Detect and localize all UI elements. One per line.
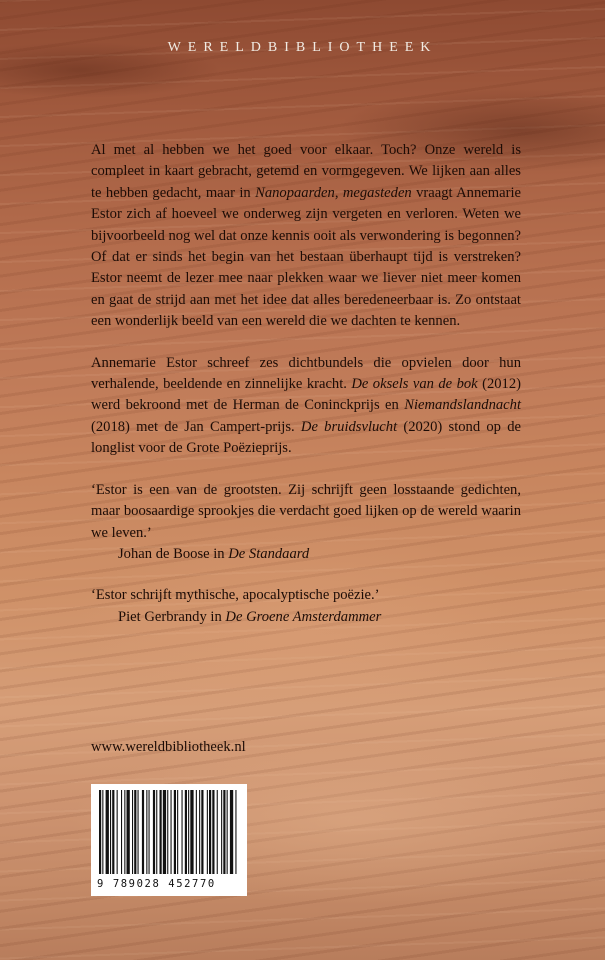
quote-text: ‘Estor is een van de grootsten. Zij schrijft geen losstaande gedichten, maar boosaardige sprookjes die verdacht goed lijken op de wereld waarin we leven.’: [91, 481, 521, 541]
barcode-bar: [185, 790, 187, 874]
quote-attribution: [91, 544, 521, 565]
blurb-text: vraagt Annemarie Estor zich af hoeveel we onderweg zijn vergeten en verloren. Weten we bijvoorbeeld nog wel dat onze kennis ooit als verwondering is begonnen? Of dat er sinds het begin van het bestaan überhaupt tijd is verstreken? Estor neemt de lezer mee naar plekken waar we liever niet meer komen en gaat de strijd aan met het idee dat alles beredeneerbaar is. Zo ontstaat een wonderlijk beeld van een wereld die we dachten te kennen.: [91, 184, 521, 330]
barcode-bar: [201, 790, 203, 874]
barcode-bar: [110, 790, 111, 874]
barcode-bar: [160, 790, 162, 874]
author-bio-paragraph: [91, 353, 521, 460]
publisher-header: WERELDBIBLIOTHEEK: [167, 40, 438, 55]
barcode-bar: [235, 790, 236, 874]
barcode-bar: [190, 790, 193, 874]
review-quote: [91, 585, 521, 628]
barcode-bar: [149, 790, 150, 874]
publisher-website[interactable]: www.wereldbibliotheek.nl: [91, 739, 246, 755]
bio-book-title: De bruidsvlucht: [300, 418, 398, 435]
barcode-bar: [212, 790, 214, 874]
barcode-bar: [209, 790, 211, 874]
barcode-bar: [138, 790, 139, 874]
barcode-bar: [171, 790, 172, 874]
barcode-bar: [99, 790, 101, 874]
barcode-image: [97, 790, 241, 876]
barcode-bar: [112, 790, 114, 874]
barcode-bar: [127, 790, 130, 874]
barcode-bar: [142, 790, 144, 874]
barcode-bar: [188, 790, 189, 874]
bio-text: (2012) werd bekroond met de Herman de Coninckprijs en: [91, 376, 521, 414]
barcode-bar: [163, 790, 166, 874]
barcode-bar: [167, 790, 168, 874]
back-cover-text: [91, 140, 521, 648]
isbn-barcode: [91, 784, 247, 896]
quote-author: Piet Gerbrandy in: [118, 608, 226, 625]
barcode-bar: [182, 790, 183, 874]
barcode-bar: [227, 790, 228, 874]
quote-source: De Standaard: [228, 545, 310, 562]
blurb-text: Al met al hebben we het goed voor elkaar. Toch? Onze wereld is compleet in kaart gebracht, getemd en vormgegeven. We lijken aan alles te hebben gedacht, maar in: [91, 142, 521, 201]
barcode-bar: [217, 790, 218, 874]
barcode-bar: [106, 790, 109, 874]
isbn-number: 9 789028 452770: [97, 878, 216, 890]
barcode-bar: [153, 790, 155, 874]
barcode-bar: [223, 790, 225, 874]
barcode-bar: [156, 790, 157, 874]
barcode-bar: [102, 790, 103, 874]
barcode-bar: [134, 790, 136, 874]
blurb-paragraph: [91, 140, 521, 333]
quote-attribution: [91, 607, 521, 628]
barcode-bar: [132, 790, 133, 874]
barcode-bar: [121, 790, 122, 874]
bio-text: (2018) met de Jan Campert-prijs.: [91, 418, 301, 435]
quote-text: ‘Estor schrijft mythische, apocalyptische poëzie.’: [91, 587, 380, 604]
quote-author: Johan de Boose in: [118, 545, 229, 562]
bio-text: (2020) stond op de longlist voor de Grote Poëzieprijs.: [91, 418, 521, 457]
quote-source: De Groene Amsterdammer: [225, 608, 382, 625]
barcode-bar: [146, 790, 147, 874]
barcode-bar: [174, 790, 176, 874]
barcode-bar: [117, 790, 118, 874]
barcode-bar: [230, 790, 233, 874]
barcode-bar: [124, 790, 125, 874]
barcode-bar: [177, 790, 178, 874]
barcode-bar: [196, 790, 197, 874]
book-title: Nanopaarden, megasteden: [255, 184, 412, 201]
bio-text: Annemarie Estor schreef zes dichtbundels die opvielen door hun verhalende, beeldende en zinnelijke kracht.: [91, 354, 521, 393]
review-quote: [91, 480, 521, 566]
bio-book-title: Niemandslandnacht: [404, 397, 521, 414]
bio-book-title: De oksels van de bok: [351, 376, 478, 393]
barcode-bar: [207, 790, 208, 874]
barcode-bar: [199, 790, 200, 874]
barcode-bar: [221, 790, 222, 874]
